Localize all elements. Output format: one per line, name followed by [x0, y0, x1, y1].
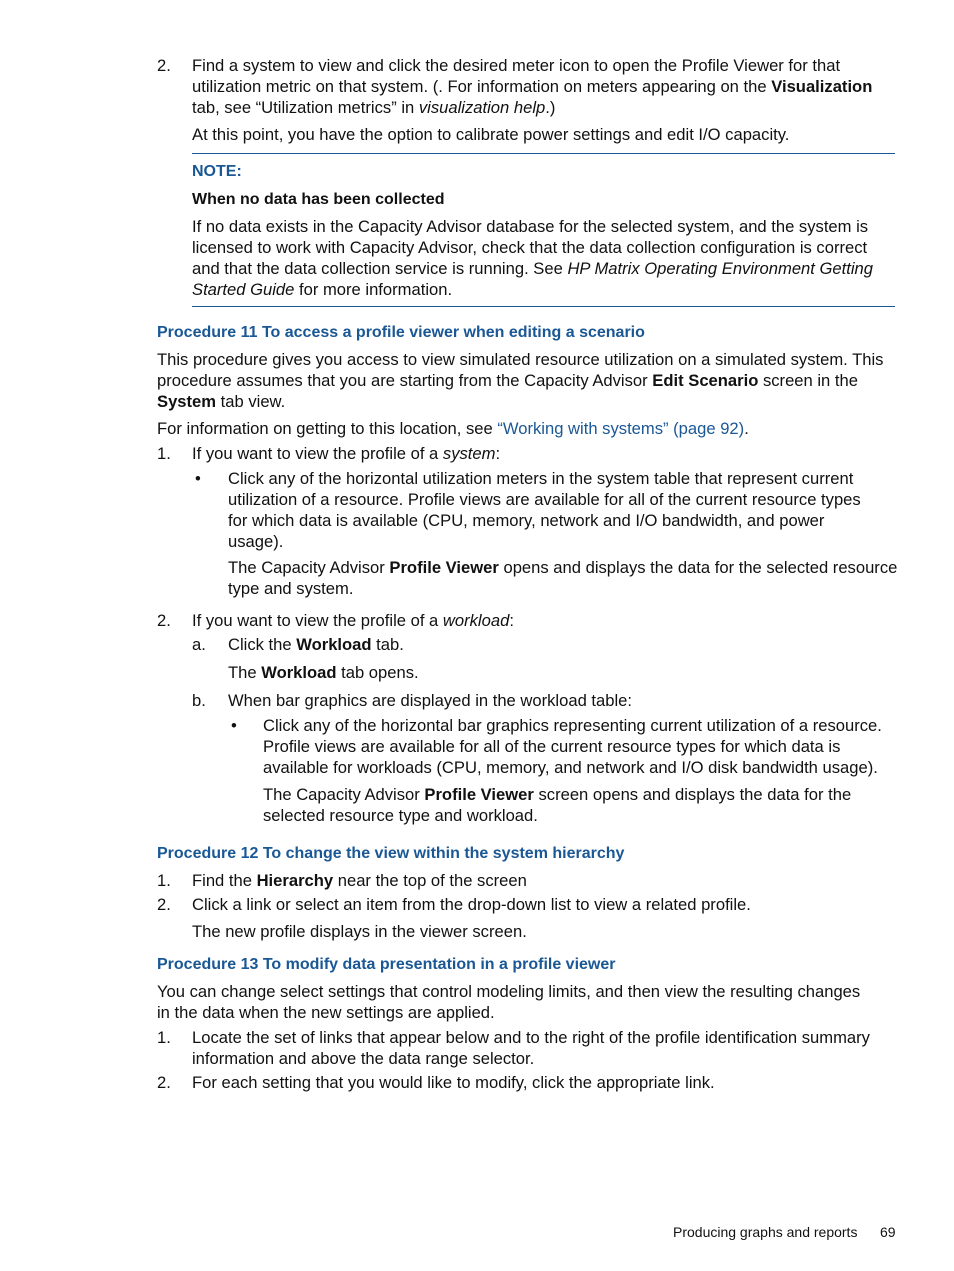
paragraph-line: This procedure gives you access to view simulated resource utilization on a simulated system. This [157, 350, 884, 369]
bullet-text-line: utilization of a resource. Profile views are available for all of the current resource types [228, 490, 861, 509]
bullet-paragraph-line: selected resource type and workload. [263, 806, 538, 825]
bullet-text-line: usage). [228, 532, 284, 551]
bullet-paragraph-line: type and system. [228, 579, 354, 598]
step-text-line: Find the Hierarchy near the top of the screen [192, 871, 527, 890]
bullet-text-line: for which data is available (CPU, memory, network and I/O bandwidth, and power [228, 511, 825, 530]
bullet-paragraph-line: The Capacity Advisor Profile Viewer screen opens and displays the data for the [263, 785, 852, 804]
page-number: 69 [880, 1224, 896, 1240]
bullet-text-line: Click any of the horizontal utilization meters in the system table that represent current [228, 469, 854, 488]
step-number: 2. [157, 1073, 171, 1092]
substep-text: When bar graphics are displayed in the workload table: [228, 691, 633, 710]
paragraph-line: in the data when the new settings are applied. [157, 1003, 495, 1022]
note-text-line: Started Guide for more information. [192, 280, 453, 299]
substep-letter: b. [192, 691, 206, 710]
procedure-heading: Procedure 12 To change the view within the system hierarchy [157, 845, 625, 862]
bullet: • [231, 716, 237, 735]
procedure-heading: Procedure 11 To access a profile viewer when editing a scenario [157, 324, 645, 341]
step-text-line: Click a link or select an item from the drop-down list to view a related profile. [192, 895, 751, 914]
step-number: 2. [157, 895, 171, 914]
bullet-text-line: Profile views are available for all of the current resource types for which data is [263, 737, 841, 756]
step-paragraph: The new profile displays in the viewer screen. [192, 922, 527, 941]
step-number: 1. [157, 444, 171, 463]
step-text-line: If you want to view the profile of a workload: [192, 611, 514, 630]
step-text-line: utilization metric on that system. (. For information on meters appearing on the Visualization [192, 77, 873, 96]
note-bottom-rule [192, 306, 895, 307]
substep-letter: a. [192, 635, 206, 654]
substep-text: Click the Workload tab. [228, 635, 404, 654]
note-title: When no data has been collected [192, 191, 445, 208]
step-text-line: Find a system to view and click the desired meter icon to open the Profile Viewer for that [192, 56, 841, 75]
bullet-text-line: available for workloads (CPU, memory, and network and I/O disk bandwidth usage). [263, 758, 878, 777]
bullet-text-line: Click any of the horizontal bar graphics representing current utilization of a resource. [263, 716, 882, 735]
step-number: 2. [157, 611, 171, 630]
bullet: • [195, 469, 201, 488]
substep-paragraph: The Workload tab opens. [228, 663, 419, 682]
working-with-systems-link[interactable]: “Working with systems” (page 92) [497, 419, 745, 438]
paragraph-line: procedure assumes that you are starting from the Capacity Advisor Edit Scenario screen in the [157, 371, 858, 390]
step-number: 2. [157, 56, 171, 75]
paragraph-line: You can change select settings that control modeling limits, and then view the resulting changes [157, 982, 861, 1001]
note-text-line: licensed to work with Capacity Advisor, check that the data collection configuration is correct [192, 238, 868, 257]
note-text-line: and that the data collection service is running. See HP Matrix Operating Environment Getting [192, 259, 874, 278]
step-text-line: tab, see “Utilization metrics” in visualization help.) [192, 98, 556, 117]
step-number: 1. [157, 871, 171, 890]
footer-section-title: Producing graphs and reports [673, 1224, 858, 1240]
paragraph-line: System tab view. [157, 392, 286, 411]
step-number: 1. [157, 1028, 171, 1047]
step-text-line: If you want to view the profile of a system: [192, 444, 501, 463]
note-label: NOTE: [192, 163, 242, 180]
note-text-line: If no data exists in the Capacity Advisor database for the selected system, and the system is [192, 217, 869, 236]
step-text-line: For each setting that you would like to modify, click the appropriate link. [192, 1073, 715, 1092]
bullet-paragraph-line: The Capacity Advisor Profile Viewer opens and displays the data for the selected resource [228, 558, 898, 577]
note-top-rule [192, 153, 895, 154]
step-text-line: information and above the data range selector. [192, 1049, 535, 1068]
paragraph-line: For information on getting to this location, see “Working with systems” (page 92). [157, 419, 749, 438]
step-text-line: Locate the set of links that appear below and to the right of the profile identification summary [192, 1028, 870, 1047]
procedure-heading: Procedure 13 To modify data presentation in a profile viewer [157, 956, 616, 973]
step-paragraph: At this point, you have the option to calibrate power settings and edit I/O capacity. [192, 125, 790, 144]
